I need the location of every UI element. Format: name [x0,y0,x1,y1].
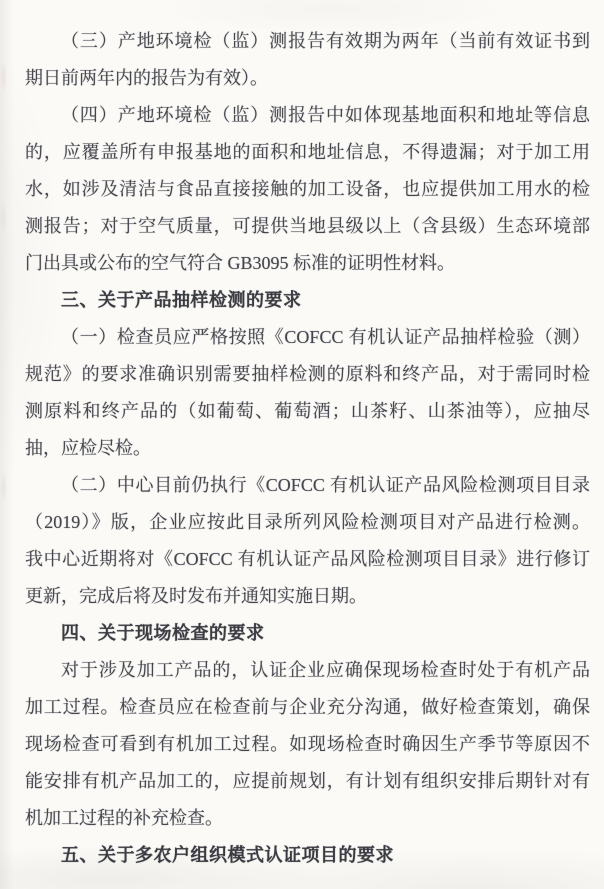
paragraph-last-line: 门出具或公布的空气符合 GB3095 标准的证明性材料。 [25,253,456,273]
paragraph-last-line: 机加工过程的补充检查。 [25,808,223,828]
scan-artifact [0,470,7,504]
section-heading: 三、关于产品抽样检测的要求 [61,290,302,310]
paragraph-last-line: 更新，完成后将及时发布并通知实施日期。 [25,586,367,606]
document-line: 测报告；对于空气质量，可提供当地县级以上（含县级）生态环境部 [25,216,590,236]
document-line: 现场检查可看到有机加工过程。如现场检查时确因生产季节等原因不 [25,734,590,754]
document-line: 的，应覆盖所有申报基地的面积和地址信息，不得遗漏；对于加工用 [25,142,590,162]
paragraph-first-line: （三）产地环境检（监）测报告有效期为两年（当前有效证书到 [61,31,590,51]
scan-artifact [0,200,7,234]
document-line: 测原料和终产品的（如葡萄、葡萄酒；山茶籽、山茶油等），应抽尽 [25,401,590,421]
document-line: 我中心近期将对《COFCC 有机认证产品风险检测项目目录》进行修订 [25,549,590,569]
paragraph-last-line: 抽，应检尽检。 [25,438,151,458]
section-heading: 四、关于现场检查的要求 [61,623,265,643]
paragraph-last-line: 期日前两年内的报告为有效）。 [25,68,268,88]
document-line: 规范》的要求准确识别需要抽样检测的原料和终产品，对于需同时检 [25,364,590,384]
scan-artifact [0,60,7,94]
paragraph-first-line: 对于涉及加工产品的，认证企业应确保现场检查时处于有机产品 [61,660,590,680]
paragraph-first-line: （二）中心目前仍执行《COFCC 有机认证产品风险检测项目目录 [61,475,590,495]
paragraph-first-line: （四）产地环境检（监）测报告中如体现基地面积和地址等信息 [61,105,590,125]
paragraph-first-line: （一）检查员应严格按照《COFCC 有机认证产品抽样检验（测） [61,327,590,347]
document-line: 能安排有机产品加工的，应提前规划，有计划有组织安排后期针对有 [25,771,590,791]
section-heading: 五、关于多农户组织模式认证项目的要求 [61,845,394,865]
document-line: 水，如涉及清洁与食品直接接触的加工设备，也应提供加工用水的检 [25,179,590,199]
document-line: 加工过程。检查员应在检查前与企业充分沟通，做好检查策划，确保 [25,697,590,717]
document-line: （2019）》版，企业应按此目录所列风险检测项目对产品进行检测。 [25,512,590,532]
